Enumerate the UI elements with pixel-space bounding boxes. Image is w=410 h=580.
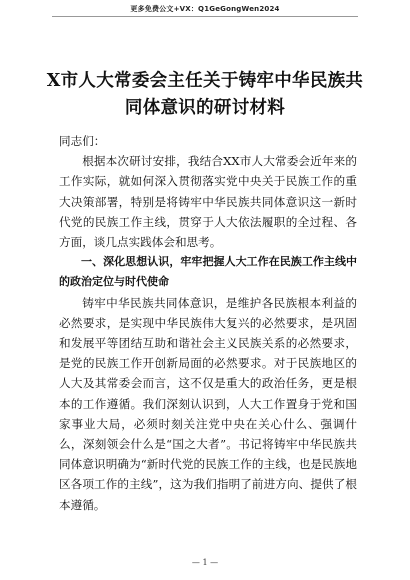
- section-heading: 一、深化思想认识，牢牢把握人大工作在民族工作主线中的政治定位与时代使命: [59, 255, 357, 289]
- intro-paragraph: 根据本次研讨安排，我结合XX市人大常委会近年来的工作实际，就如何深入贯彻落实党中央关于民族工作的重大决策部署，特别是将铸牢中华民族共同体意识这一新时代党的民族工作主线，贯穿于人大依法履职的全过程、各方面，谈几点实践体会和思考。: [59, 154, 357, 250]
- document-title: X市人大常委会主任关于铸牢中华民族共同体意识的研讨材料: [46, 71, 364, 118]
- section-paragraph: 铸牢中华民族共同体意识，是维护各民族根本利益的必然要求，是实现中华民族伟大复兴的必然要求，是巩固和发展平等团结互助和谐社会主义民族关系的必然要求，是党的民族工作开创新局面的必然要求。对于民族地区的人大及其常委会而言，这不仅是重大的政治任务，更是根本的工作遵循。我们深刻认识到，人大工作置身于党和国家事业大局，必须时刻关注党中央在关心什么、强调什么，深刻领会什么是“国之大者”。书记将铸牢中华民族共同体意识明确为“新时代党的民族工作的主线，也是民族地区各项工作的主线”，这为我们指明了前进方向、提供了根本遵循。: [59, 295, 357, 512]
- page-number: — 1 —: [191, 558, 219, 567]
- document-body: [59, 131, 357, 515]
- page-header: 更多免费公文+VX：Q1GeGongWen2024: [130, 5, 280, 13]
- salutation: 同志们：: [59, 134, 106, 148]
- header-divider: [52, 16, 358, 17]
